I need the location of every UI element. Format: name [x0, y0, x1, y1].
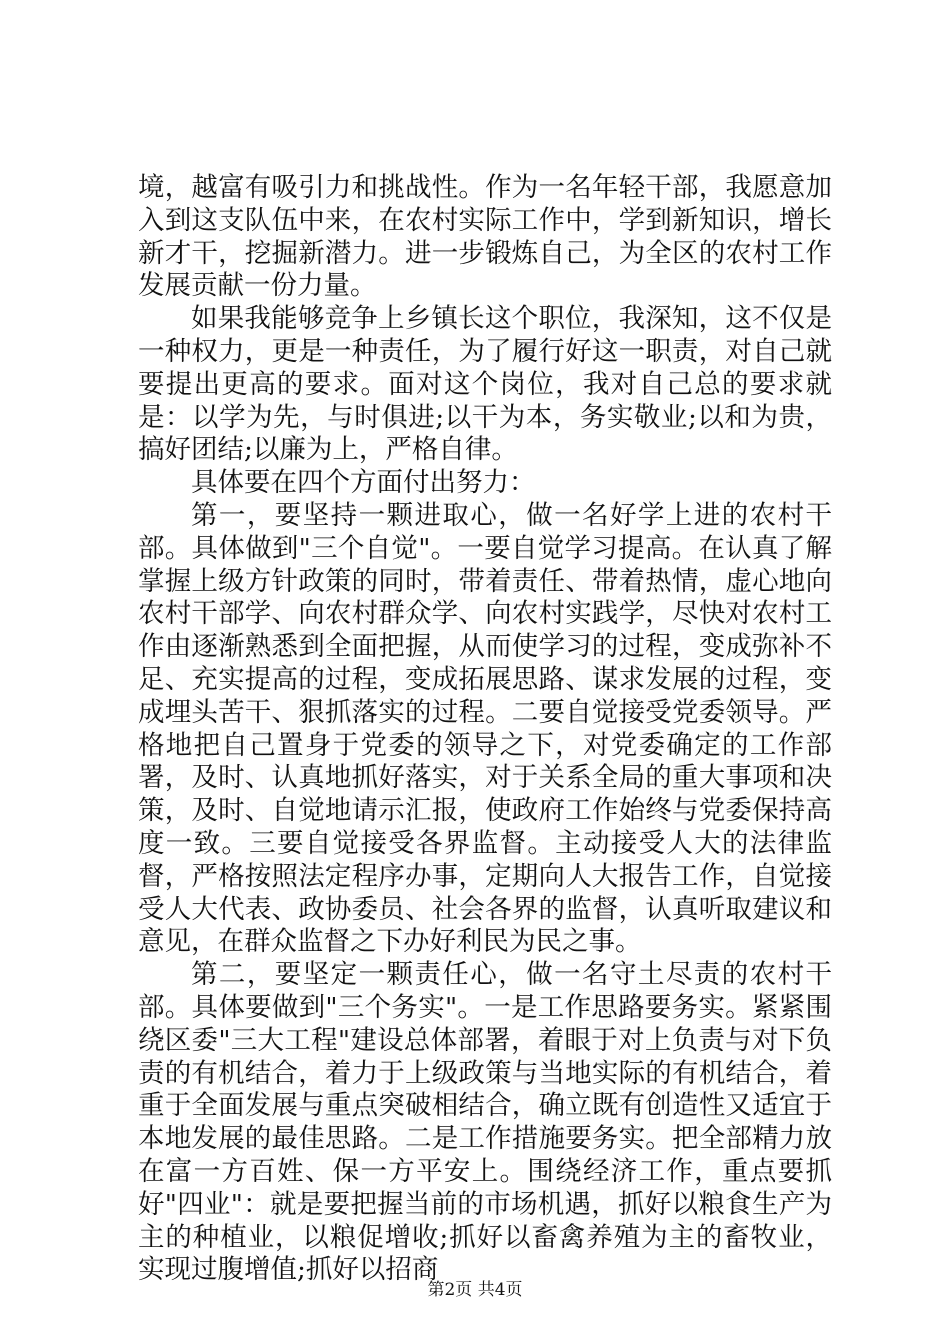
page-footer: 第2页 共4页 [427, 1280, 523, 1300]
paragraph-2: 如果我能够竞争上乡镇长这个职位，我深知，这不仅是一种权力，更是一种责任，为了履行好这一职责，对自己就要提出更高的要求。面对这个岗位，我对自己总的要求就是：以学为先，与时俱进;以干为本，务实敬业;以和为贵，搞好团结;以廉为上，严格自律。 [138, 303, 832, 466]
document-body [138, 172, 832, 1287]
paragraph-3: 具体要在四个方面付出努力： [191, 467, 536, 499]
paragraph-4: 第一，要坚持一颗进取心，做一名好学上进的农村干部。具体做到"三个自觉"。一要自觉学习提高。在认真了解掌握上级方针政策的同时，带着责任、带着热情，虚心地向农村干部学、向农村群众学、向农村实践学，尽快对农村工作由逐渐熟悉到全面把握，从而使学习的过程，变成弥补不足、充实提高的过程，变成拓展思路、谋求发展的过程，变成埋头苦干、狠抓落实的过程。二要自觉接受党委领导。严格地把自己置身于党委的领导之下，对党委确定的工作部署，及时、认真地抓好落实，对于关系全局的重大事项和决策，及时、自觉地请示汇报，使政府工作始终与党委保持高度一致。三要自觉接受各界监督。主动接受人大的法律监督，严格按照法定程序办事，定期向人大报告工作，自觉接受人大代表、政协委员、社会各界的监督，认真听取建议和意见，在群众监督之下办好利民为民之事。 [138, 499, 832, 958]
paragraph-5: 第二，要坚定一颗责任心，做一名守土尽责的农村干部。具体要做到"三个务实"。一是工作思路要务实。紧紧围绕区委"三大工程"建设总体部署，着眼于对上负责与对下负责的有机结合，着力于上级政策与当地实际的有机结合，着重于全面发展与重点突破相结合，确立既有创造性又适宜于本地发展的最佳思路。二是工作措施要务实。把全部精力放在富一方百姓、保一方平安上。围绕经济工作，重点要抓好"四业"：就是要把握当前的市场机遇，抓好以粮食生产为主的种植业，以粮促增收;抓好以畜禽养殖为主的畜牧业，实现过腹增值;抓好以招商 [138, 959, 832, 1286]
paragraph-1: 境，越富有吸引力和挑战性。作为一名年轻干部，我愿意加入到这支队伍中来，在农村实际工作中，学到新知识，增长新才干，挖掘新潜力。进一步锻炼自己，为全区的农村工作发展贡献一份力量。 [138, 172, 832, 302]
